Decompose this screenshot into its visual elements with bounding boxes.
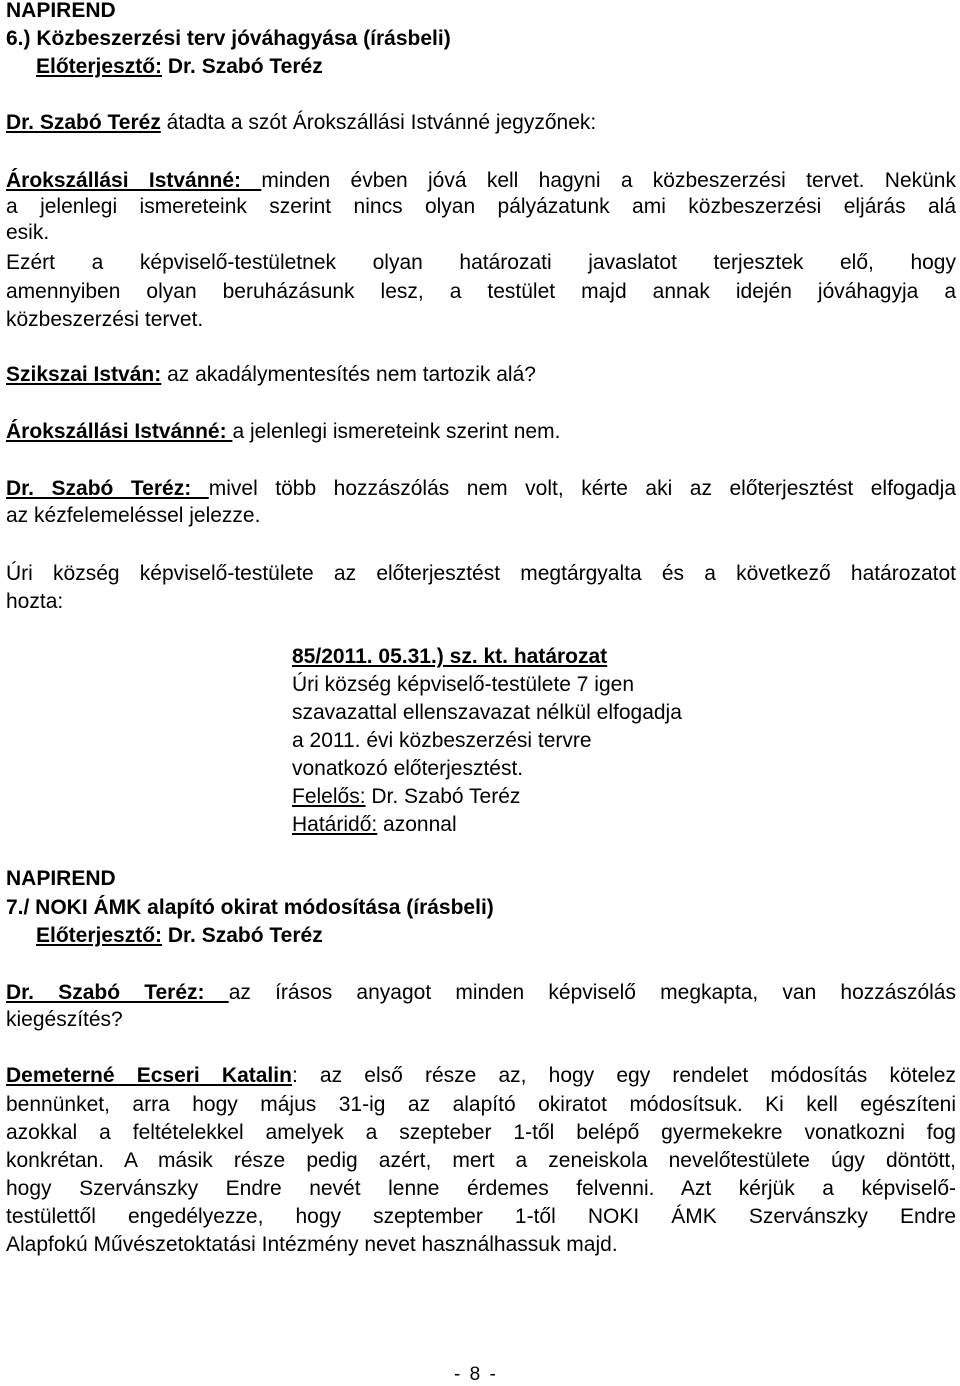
paragraph-line: a jelenlegi ismereteink szerint nincs olyan pályázatunk ami közbeszerzési eljárás alá	[6, 195, 956, 218]
speaker-name: Dr. Szabó Teréz:	[6, 981, 229, 1004]
paragraph: Dr. Szabó Teréz átadta a szót Árokszállási Istvánné jegyzőnek:	[6, 111, 597, 134]
presenter-line	[36, 54, 323, 80]
page-number: - 8 -	[454, 1364, 498, 1385]
presenter-name: Dr. Szabó Teréz	[162, 55, 323, 78]
paragraph-line: hozta:	[6, 590, 64, 613]
paragraph-line: Alapfokú Művészetoktatási Intézmény nevet használhassuk majd.	[6, 1233, 618, 1256]
presenter-name: Dr. Szabó Teréz	[162, 924, 323, 947]
resolution-line: szavazattal ellenszavazat nélkül elfogadja	[292, 701, 682, 724]
paragraph-line: konkrétan. A másik része pedig azért, mert a zeneiskola nevelőtestülete úgy döntött,	[6, 1149, 956, 1172]
paragraph-line: hogy Szervánszky Endre nevét lenne érdemes felvenni. Azt kérjük a képviselő-	[6, 1177, 956, 1200]
paragraph-line: az kézfelemeléssel jelezze.	[6, 504, 261, 527]
speaker-name: Szikszai István:	[6, 363, 162, 386]
paragraph-line: Árokszállási Istvánné: minden évben jóvá kell hagyni a közbeszerzési tervet. Nekünk	[6, 169, 956, 192]
paragraph-line: testülettől engedélyezze, hogy szeptember 1-től NOKI ÁMK Szervánszky Endre	[6, 1205, 956, 1228]
paragraph-line: Dr. Szabó Teréz: mivel több hozzászólás nem volt, kérte aki az előterjesztést elfogadja	[6, 477, 956, 500]
paragraph-line: Ezért a képviselő-testületnek olyan határozati javaslatot terjesztek elő, hogy	[6, 251, 956, 274]
speaker-name: Árokszállási Istvánné:	[6, 420, 233, 443]
agenda-heading: NAPIREND	[6, 0, 116, 22]
resolution-line: a 2011. évi közbeszerzési tervre	[292, 729, 592, 752]
paragraph: Árokszállási Istvánné: a jelenlegi ismereteink szerint nem.	[6, 420, 561, 443]
paragraph-line: azokkal a feltételekkel amelyek a szepteber 1-től belépő gyermekekre vonatkozni fog	[6, 1121, 956, 1144]
paragraph-line: esik.	[6, 221, 50, 244]
speaker-name: Árokszállási Istvánné:	[6, 169, 262, 192]
paragraph-line: bennünket, arra hogy május 31-ig az alapító okiratot módosítsuk. Ki kell egészíteni	[6, 1093, 956, 1116]
paragraph-line: Úri község képviselő-testülete az előterjesztést megtárgyalta és a következő határozatot	[6, 562, 956, 585]
resolution-line: vonatkozó előterjesztést.	[292, 757, 524, 780]
paragraph-line: Demeterné Ecseri Katalin: az első része az, hogy egy rendelet módosítás kötelez	[6, 1064, 956, 1087]
speaker-name: Dr. Szabó Teréz	[6, 111, 161, 134]
paragraph-line: Dr. Szabó Teréz: az írásos anyagot minden képviselő megkapta, van hozzászólás	[6, 981, 956, 1004]
agenda-title: 7./ NOKI ÁMK alapító okirat módosítása (írásbeli)	[6, 896, 494, 919]
presenter-line	[36, 923, 323, 949]
paragraph: Szikszai István: az akadálymentesítés nem tartozik alá?	[6, 363, 536, 386]
paragraph-line: kiegészítés?	[6, 1008, 123, 1031]
agenda-title: 6.) Közbeszerzési terv jóváhagyása (írásbeli)	[6, 27, 451, 50]
resolution-line: Úri község képviselő-testülete 7 igen	[292, 673, 635, 696]
resolution-responsible: Felelős: Dr. Szabó Teréz	[292, 785, 521, 808]
speaker-name: Demeterné Ecseri Katalin	[6, 1064, 292, 1087]
resolution-number: 85/2011. 05.31.) sz. kt. határozat	[292, 645, 608, 668]
paragraph-line: amennyiben olyan beruházásunk lesz, a testület majd annak idején jóváhagyja a	[6, 280, 956, 303]
agenda-heading: NAPIREND	[6, 867, 116, 890]
presenter-label: Előterjesztő:	[36, 55, 163, 78]
paragraph-line: közbeszerzési tervet.	[6, 308, 204, 331]
speaker-name: Dr. Szabó Teréz:	[6, 477, 209, 500]
resolution-deadline: Határidő: azonnal	[292, 813, 457, 836]
presenter-label: Előterjesztő:	[36, 924, 163, 947]
